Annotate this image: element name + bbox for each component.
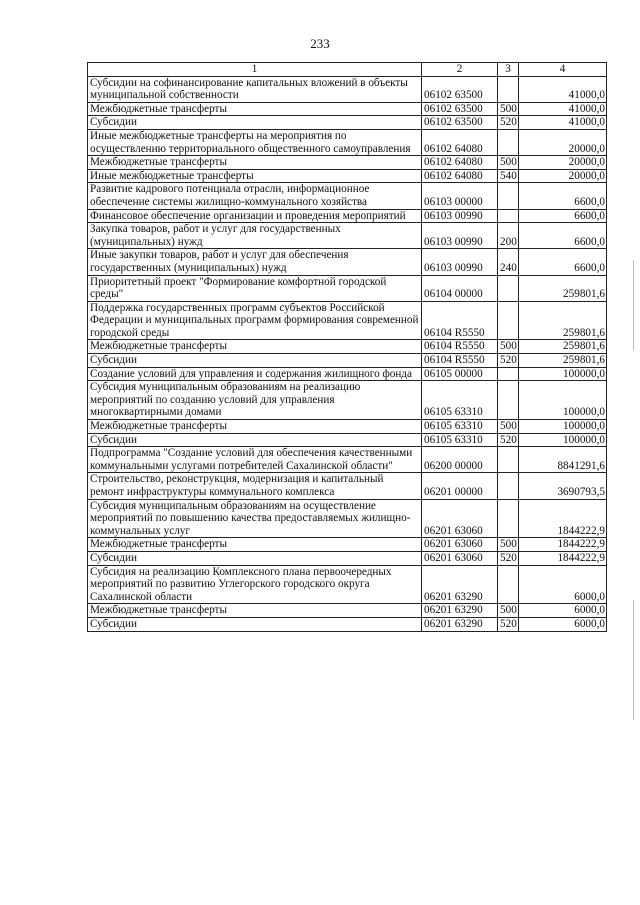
- table-row: [88, 76, 607, 102]
- table-row: [88, 538, 607, 552]
- table-row: [88, 275, 607, 301]
- row-type-cell: [498, 565, 519, 604]
- header-col-1: 1: [88, 63, 422, 77]
- header-col-3: 3: [498, 63, 519, 77]
- row-name-cell: Субсидии на софинансирование капитальных вложений в объекты муниципальной собственности: [88, 76, 422, 102]
- table-row: [88, 209, 607, 223]
- row-code-cell: 06105 00000: [422, 367, 498, 381]
- table-row: [88, 301, 607, 340]
- row-name-cell: Межбюджетные трансферты: [88, 156, 422, 170]
- row-type-cell: 520: [498, 551, 519, 565]
- row-amount-cell: 20000,0: [519, 129, 607, 155]
- row-type-cell: 520: [498, 354, 519, 368]
- header-col-4: 4: [519, 63, 607, 77]
- row-name-cell: Финансовое обеспечение организации и проведения мероприятий: [88, 209, 422, 223]
- row-type-cell: [498, 275, 519, 301]
- row-name-cell: Субсидии: [88, 617, 422, 631]
- row-name-cell: Поддержка государственных программ субъектов Российской Федерации и муниципальных программ формирования современной городской среды: [88, 301, 422, 340]
- row-amount-cell: 100000,0: [519, 381, 607, 420]
- row-type-cell: 500: [498, 604, 519, 618]
- row-type-cell: 500: [498, 102, 519, 116]
- table-row: [88, 473, 607, 499]
- budget-table: [87, 62, 607, 632]
- row-code-cell: 06201 63060: [422, 499, 498, 538]
- row-amount-cell: 259801,6: [519, 340, 607, 354]
- row-amount-cell: 1844222,9: [519, 499, 607, 538]
- row-type-cell: [498, 381, 519, 420]
- row-amount-cell: 259801,6: [519, 301, 607, 340]
- table-row: [88, 169, 607, 183]
- table-row: [88, 223, 607, 249]
- table-row: [88, 420, 607, 434]
- table-row: [88, 499, 607, 538]
- row-name-cell: Межбюджетные трансферты: [88, 102, 422, 116]
- row-type-cell: [498, 499, 519, 538]
- row-amount-cell: 100000,0: [519, 420, 607, 434]
- row-code-cell: 06103 00000: [422, 183, 498, 209]
- row-type-cell: 240: [498, 249, 519, 275]
- row-amount-cell: 20000,0: [519, 156, 607, 170]
- row-code-cell: 06105 63310: [422, 420, 498, 434]
- table-row: [88, 340, 607, 354]
- row-amount-cell: 6000,0: [519, 604, 607, 618]
- row-name-cell: Приоритетный проект "Формирование комфортной городской среды": [88, 275, 422, 301]
- row-type-cell: 520: [498, 433, 519, 447]
- row-amount-cell: 6000,0: [519, 617, 607, 631]
- row-code-cell: 06102 63500: [422, 102, 498, 116]
- row-name-cell: Субсидии: [88, 116, 422, 130]
- row-code-cell: 06201 63290: [422, 565, 498, 604]
- row-name-cell: Субсидии: [88, 433, 422, 447]
- row-type-cell: 520: [498, 617, 519, 631]
- page-number: 233: [310, 36, 330, 51]
- row-name-cell: Развитие кадрового потенциала отрасли, информационное обеспечение системы жилищно-коммунального хозяйства: [88, 183, 422, 209]
- table-row: [88, 116, 607, 130]
- header-col-2: 2: [422, 63, 498, 77]
- row-code-cell: 06102 63500: [422, 76, 498, 102]
- row-type-cell: 520: [498, 116, 519, 130]
- row-type-cell: 540: [498, 169, 519, 183]
- row-amount-cell: 6600,0: [519, 249, 607, 275]
- row-amount-cell: 41000,0: [519, 116, 607, 130]
- row-code-cell: 06104 R5550: [422, 340, 498, 354]
- row-type-cell: [498, 301, 519, 340]
- row-amount-cell: 20000,0: [519, 169, 607, 183]
- row-name-cell: Межбюджетные трансферты: [88, 340, 422, 354]
- scan-margin-mark: [633, 260, 634, 350]
- row-name-cell: Подпрограмма "Создание условий для обеспечения качественными коммунальными услугами потребителей Сахалинской области": [88, 447, 422, 473]
- row-amount-cell: 41000,0: [519, 76, 607, 102]
- table-row: [88, 156, 607, 170]
- row-amount-cell: 6600,0: [519, 209, 607, 223]
- row-amount-cell: 41000,0: [519, 102, 607, 116]
- row-amount-cell: 1844222,9: [519, 538, 607, 552]
- row-type-cell: [498, 183, 519, 209]
- row-amount-cell: 6000,0: [519, 565, 607, 604]
- row-name-cell: Субсидии: [88, 354, 422, 368]
- table-row: [88, 354, 607, 368]
- row-name-cell: Строительство, реконструкция, модернизация и капитальный ремонт инфраструктуры коммунального комплекса: [88, 473, 422, 499]
- row-type-cell: [498, 473, 519, 499]
- row-amount-cell: 259801,6: [519, 275, 607, 301]
- row-name-cell: Межбюджетные трансферты: [88, 538, 422, 552]
- row-type-cell: 200: [498, 223, 519, 249]
- table-row: [88, 102, 607, 116]
- row-type-cell: 500: [498, 340, 519, 354]
- row-amount-cell: 6600,0: [519, 223, 607, 249]
- table-row: [88, 604, 607, 618]
- table-row: [88, 433, 607, 447]
- row-code-cell: 06201 00000: [422, 473, 498, 499]
- row-type-cell: 500: [498, 538, 519, 552]
- table-row: [88, 381, 607, 420]
- row-name-cell: Субсидия на реализацию Комплексного плана первоочередных мероприятий по развитию Углегорского городского округа Сахалинской области: [88, 565, 422, 604]
- row-code-cell: 06104 R5550: [422, 354, 498, 368]
- row-code-cell: 06105 63310: [422, 433, 498, 447]
- table-row: [88, 447, 607, 473]
- row-code-cell: 06102 64080: [422, 169, 498, 183]
- row-name-cell: Иные межбюджетные трансферты: [88, 169, 422, 183]
- row-code-cell: 06103 00990: [422, 249, 498, 275]
- row-code-cell: 06104 00000: [422, 275, 498, 301]
- row-name-cell: Межбюджетные трансферты: [88, 604, 422, 618]
- row-code-cell: 06201 63060: [422, 538, 498, 552]
- scan-margin-mark: [633, 600, 634, 720]
- row-name-cell: Субсидия муниципальным образованиям на осуществление мероприятий по повышению качества предоставляемых жилищно-коммунальных услуг: [88, 499, 422, 538]
- row-name-cell: Иные закупки товаров, работ и услуг для обеспечения государственных (муниципальных) нужд: [88, 249, 422, 275]
- row-type-cell: 500: [498, 420, 519, 434]
- row-amount-cell: 6600,0: [519, 183, 607, 209]
- table-row: [88, 249, 607, 275]
- row-name-cell: Иные межбюджетные трансферты на мероприятия по осуществлению территориального общественного самоуправления: [88, 129, 422, 155]
- row-name-cell: Межбюджетные трансферты: [88, 420, 422, 434]
- row-name-cell: Субсидия муниципальным образованиям на реализацию мероприятий по созданию условий для управления многоквартирными домами: [88, 381, 422, 420]
- row-code-cell: 06201 63060: [422, 551, 498, 565]
- row-name-cell: Субсидии: [88, 551, 422, 565]
- row-amount-cell: 259801,6: [519, 354, 607, 368]
- table-row: [88, 551, 607, 565]
- row-code-cell: 06201 63290: [422, 617, 498, 631]
- table-row: [88, 565, 607, 604]
- table-row: [88, 617, 607, 631]
- table-row: [88, 367, 607, 381]
- row-type-cell: [498, 129, 519, 155]
- row-name-cell: Закупка товаров, работ и услуг для государственных (муниципальных) нужд: [88, 223, 422, 249]
- row-code-cell: 06103 00990: [422, 223, 498, 249]
- row-code-cell: 06104 R5550: [422, 301, 498, 340]
- row-amount-cell: 1844222,9: [519, 551, 607, 565]
- table-row: [88, 129, 607, 155]
- row-amount-cell: 100000,0: [519, 433, 607, 447]
- row-name-cell: Создание условий для управления и содержания жилищного фонда: [88, 367, 422, 381]
- row-code-cell: 06102 64080: [422, 156, 498, 170]
- row-code-cell: 06103 00990: [422, 209, 498, 223]
- row-type-cell: [498, 447, 519, 473]
- row-code-cell: 06200 00000: [422, 447, 498, 473]
- row-code-cell: 06201 63290: [422, 604, 498, 618]
- row-amount-cell: 100000,0: [519, 367, 607, 381]
- row-amount-cell: 3690793,5: [519, 473, 607, 499]
- row-type-cell: [498, 76, 519, 102]
- row-type-cell: [498, 367, 519, 381]
- row-code-cell: 06105 63310: [422, 381, 498, 420]
- row-amount-cell: 8841291,6: [519, 447, 607, 473]
- table-row: [88, 183, 607, 209]
- row-code-cell: 06102 63500: [422, 116, 498, 130]
- row-type-cell: [498, 209, 519, 223]
- table-header-row: [88, 63, 607, 77]
- row-code-cell: 06102 64080: [422, 129, 498, 155]
- row-type-cell: 500: [498, 156, 519, 170]
- table-body: [88, 76, 607, 631]
